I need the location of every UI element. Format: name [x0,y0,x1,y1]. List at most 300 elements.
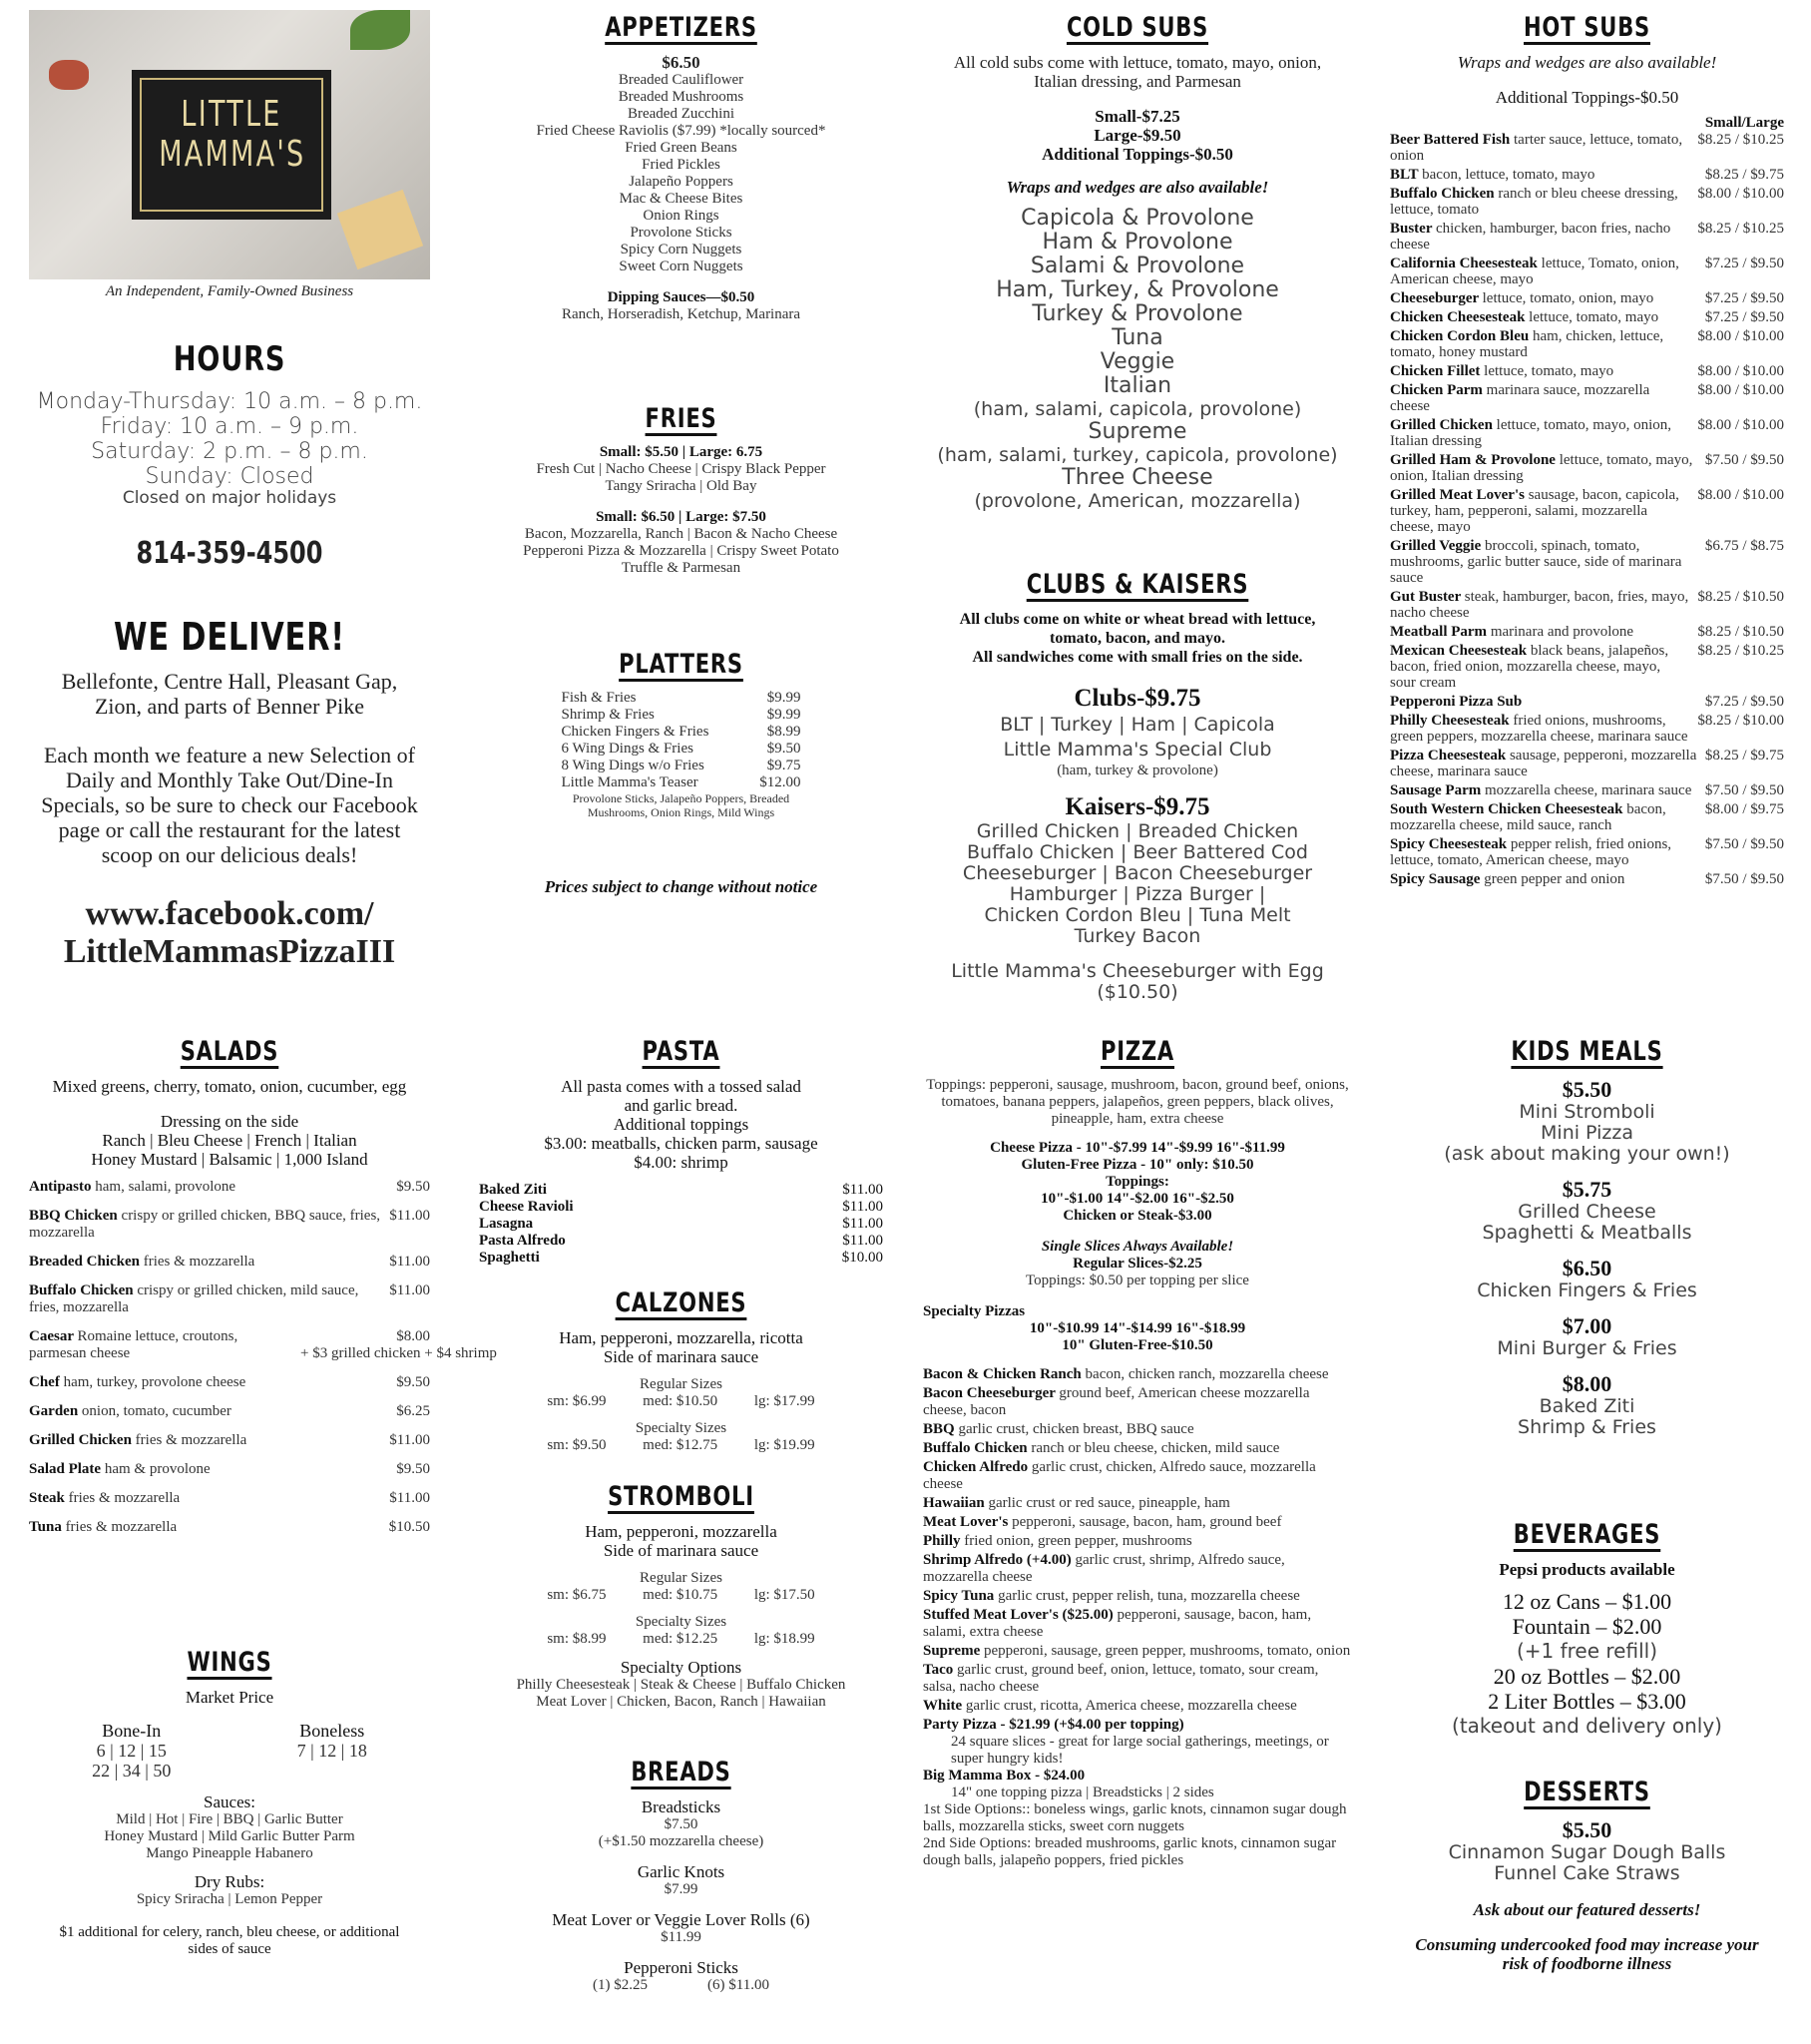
salad-desc: fries & mozzarella [135,1432,247,1448]
pasta-name: Lasagna [479,1216,534,1232]
salad-item [29,1179,430,1196]
boneless-counts: 7 | 12 | 18 [296,1741,367,1761]
hot-sub-price: $8.00 / $10.00 [1697,328,1784,344]
salad-desc: fries & mozzarella [143,1254,255,1270]
salad-item [29,1519,430,1536]
stromboli-desc-2: Side of marinara sauce [603,1541,759,1560]
specialty-pizza-item [923,1698,1352,1715]
pizza-name: Chicken Alfredo [923,1459,1032,1475]
appetizers-title: APPETIZERS [605,12,757,43]
pasta-name: Pasta Alfredo [479,1233,566,1249]
salad-item [29,1254,430,1271]
pasta-intro-2: and garlic bread. [624,1096,738,1115]
dipping-sauces-title: Dipping Sauces—$0.50 [607,289,755,305]
hot-sub-text [1390,452,1697,484]
kaiser-item: Buffalo Chicken | Beer Battered Cod [967,841,1308,863]
hot-sub-item [1390,452,1784,484]
special-club-desc: (ham, turkey & provolone) [1057,763,1218,778]
breadsticks-price: $7.50 [664,1816,698,1832]
specialty-pizzas-title: Specialty Pizzas [923,1303,1026,1319]
kids-meal-item: (ask about making your own!) [1444,1143,1730,1165]
clubs-items: BLT | Turkey | Ham | Capicola [1000,714,1275,736]
hot-subs-toppings: Additional Toppings-$0.50 [1495,88,1679,107]
pasta-price: $10.00 [841,1250,883,1266]
hot-sub-desc: ranch or bleu cheese dressing, lettuce, tomato [1390,186,1678,218]
salad-text [29,1432,381,1449]
appetizers-price: $6.50 [662,53,700,72]
kids-meal-group [1390,1077,1784,1165]
specialty-pizza-item [923,1533,1352,1550]
hot-sub-desc: tarter sauce, lettuce, tomato, onion [1390,132,1683,164]
hot-sub-price: $8.25 / $9.75 [1704,167,1784,183]
specialty-pizza-item [923,1514,1352,1531]
salad-text [29,1208,381,1242]
salad-name: Tuna [29,1519,66,1535]
wings-title: WINGS [187,1647,272,1678]
sauces-1: Mild | Hot | Fire | BBQ | Garlic Butter [116,1811,343,1827]
salad-extra: + $3 grilled chicken + $4 shrimp [300,1345,497,1361]
pasta-intro-1: All pasta comes with a tossed salad [561,1077,801,1096]
salad-price-block [388,1461,430,1478]
desserts-title: DESSERTS [1524,1777,1650,1807]
hot-sub-text [1390,186,1689,218]
specialty-pizza-item [923,1643,1352,1660]
specialty-pizzas-prices: 10"-$10.99 14"-$14.99 16"-$18.99 [1029,1320,1246,1336]
wings-section [29,1647,430,1958]
facebook-link-line2[interactable]: LittleMammasPizzaIII [63,933,396,970]
hot-sub-desc: marinara and provolone [1490,624,1634,640]
pasta-intro-4: $3.00: meatballs, chicken parm, sausage [544,1134,818,1153]
platter-row [562,758,801,774]
hot-sub-name: Chicken Cheesesteak [1390,309,1530,325]
logo-photo [29,10,430,279]
platter-price: $12.00 [759,774,801,790]
special-club: Little Mamma's Special Club [1003,739,1272,761]
salad-price: $10.50 [388,1519,430,1535]
platter-name: Fish & Fries [561,690,637,706]
fries-price-2: Small: $6.50 | Large: $7.50 [596,509,766,525]
hot-sub-price: $8.25 / $10.50 [1697,589,1784,605]
hours-line: Monday-Thursday: 10 a.m. – 8 p.m. [36,389,423,414]
kids-meals-title: KIDS MEALS [1511,1036,1663,1067]
party-pizza: Party Pizza - $21.99 (+$4.00 per topping) [923,1717,1184,1733]
appetizer-item: Fried Green Beans [625,140,737,156]
specialty-options-title: Specialty Options [620,1658,742,1677]
calzones-regular-prices [479,1393,883,1410]
kids-meal-group [1390,1256,1784,1301]
hot-sub-desc: pepper relish, fried onions, lettuce, tomato, American cheese, mayo [1390,836,1672,868]
fries-price-1: Small: $5.50 | Large: 6.75 [599,444,763,460]
hot-sub-name: Grilled Ham & Provolone [1390,452,1560,468]
cold-sub-item: (ham, salami, capicola, provolone) [973,398,1302,420]
hot-sub-price: $6.75 / $8.75 [1704,538,1784,554]
calzone-reg-sm: sm: $6.99 [547,1393,607,1409]
garlic-knots: Garlic Knots [637,1862,725,1881]
hot-sub-text [1390,167,1697,183]
beverage-refill: (+1 free refill) [1516,1639,1658,1663]
salad-price-block [388,1403,430,1420]
stromboli-spec-lg: lg: $18.99 [753,1631,815,1647]
appetizer-item: Jalapeño Poppers [629,174,733,190]
hot-sub-text [1390,643,1689,691]
salad-name: Salad Plate [29,1461,105,1477]
hot-sub-desc: lettuce, tomato, mayo, onion, Italian dressing [1390,417,1672,449]
pizza-desc: garlic crust, ground beef, onion, lettuce, tomato, sour cream, salsa, nacho cheese [923,1662,1319,1695]
boneless-label: Boneless [299,1721,365,1741]
party-pizza-desc: 24 square slices - great for large social gatherings, meetings, or super hungry kids! [951,1734,1329,1767]
salad-desc: ham, salami, provolone [95,1179,236,1195]
kaiser-item: Turkey Bacon [1074,925,1201,947]
breads-section [479,1757,883,1994]
breadsticks-extra: (+$1.50 mozzarella cheese) [598,1833,764,1849]
kids-meals-section [1390,1036,1784,1450]
pizza-section [923,1036,1352,1869]
hot-sub-name: Mexican Cheesesteak [1390,643,1531,659]
hot-sub-desc: lettuce, tomato, mayo [1484,363,1614,379]
cold-subs-title: COLD SUBS [1066,12,1209,43]
kids-meal-item: Grilled Cheese [1518,1201,1656,1223]
salad-desc: fries & mozzarella [68,1490,181,1506]
salad-name: Breaded Chicken [29,1254,144,1270]
hot-sub-item [1390,782,1784,798]
salad-price-block [381,1208,430,1225]
fries-list-2c: Truffle & Parmesan [621,560,741,576]
single-slices: Single Slices Always Available! [1041,1239,1234,1255]
hot-sub-item [1390,589,1784,621]
salad-name: Grilled Chicken [29,1432,136,1448]
pizza-name: Spicy Tuna [923,1588,999,1604]
salad-price-block [388,1179,430,1196]
kids-meal-item: Spaghetti & Meatballs [1482,1222,1692,1244]
salad-desc: crispy or grilled chicken, BBQ sauce, fries, mozzarella [29,1208,381,1241]
stromboli-section [479,1481,883,1711]
calzones-specialty-label: Specialty Sizes [635,1420,727,1436]
hot-sub-desc: lettuce, tomato, mayo [1529,309,1659,325]
beverage-note: (takeout and delivery only) [1452,1714,1722,1738]
pizza-desc: garlic crust, pepper relish, tuna, mozzarella cheese [998,1588,1300,1604]
pizza-name: White [923,1698,966,1714]
hot-sub-price: $7.25 / $9.50 [1704,694,1784,710]
platter-row [562,774,801,791]
pizza-desc: fried onion, green pepper, mushrooms [964,1533,1192,1549]
hot-sub-price: $8.00 / $10.00 [1697,487,1784,503]
foodborne-warning: Consuming undercooked food may increase your risk of foodborne illness [1415,1935,1759,1973]
hot-subs-sizes: Small/Large [1704,115,1784,131]
dessert-item-2: Funnel Cake Straws [1494,1862,1680,1884]
hot-sub-item [1390,256,1784,287]
hot-sub-text [1390,363,1689,379]
platter-row [562,724,801,741]
specialty-pizza-item [923,1421,1352,1438]
platters-list [562,690,801,791]
regular-slices: Regular Slices-$2.25 [1073,1256,1202,1272]
hot-sub-desc: bacon, lettuce, tomato, mayo [1422,167,1595,183]
kids-meal-item: Baked Ziti [1539,1395,1635,1417]
pepsi-note: Pepsi products available [1499,1560,1675,1579]
pepperoni-sticks-price-1: (1) $2.25 [593,1977,649,1993]
beverage-bottles: 20 oz Bottles – $2.00 [1493,1664,1681,1689]
salad-price: $11.00 [389,1254,430,1270]
hot-sub-name: Gut Buster [1390,589,1465,605]
beverage-fountain: Fountain – $2.00 [1512,1614,1662,1639]
salad-item [29,1374,430,1391]
facebook-link[interactable] [29,895,430,971]
hot-sub-text [1390,221,1689,253]
hours-title: HOURS [173,339,286,379]
hot-sub-price: $7.25 / $9.50 [1704,256,1784,271]
hot-sub-price: $8.25 / $9.75 [1704,748,1784,764]
hot-sub-item [1390,748,1784,779]
kids-meal-price: $7.00 [1562,1313,1612,1338]
cold-subs-large: Large-$9.50 [1094,126,1181,145]
hot-sub-price: $8.25 / $10.00 [1697,713,1784,729]
salad-item [29,1282,430,1316]
cold-sub-item: Italian [1103,373,1172,398]
hot-subs-title: HOT SUBS [1524,12,1650,43]
salad-text [29,1403,388,1420]
hot-sub-text [1390,309,1697,325]
salads-title: SALADS [180,1036,279,1067]
slice-toppings: Toppings: $0.50 per topping per slice [1026,1273,1249,1288]
kaiser-item: Hamburger | Pizza Burger | [1009,883,1266,905]
hot-sub-price: $7.50 / $9.50 [1704,782,1784,798]
hot-sub-name: Sausage Parm [1390,782,1485,798]
hot-subs-wraps: Wraps and wedges are also available! [1457,53,1717,72]
stromboli-regular-prices [479,1587,883,1604]
salad-name: BBQ Chicken [29,1208,122,1224]
hot-sub-name: Pizza Cheesesteak [1390,748,1510,764]
salad-price: $11.00 [389,1282,430,1298]
calzone-reg-lg: lg: $17.99 [753,1393,815,1409]
salad-price-block [388,1374,430,1391]
cold-sub-item: Turkey & Provolone [1032,301,1243,326]
salad-item [29,1432,430,1449]
hot-subs-section [1390,12,1784,890]
hot-sub-item [1390,801,1784,833]
cold-subs-wraps: Wraps and wedges are also available! [1006,178,1269,197]
hot-sub-text [1390,382,1689,414]
hot-sub-text [1390,836,1697,868]
specialty-pizza-item [923,1459,1352,1493]
hot-sub-item [1390,643,1784,691]
salad-item [29,1208,430,1242]
pizza-desc: ranch or bleu cheese, chicken, mild sauce [1031,1440,1280,1456]
platter-price: $9.50 [766,741,801,757]
hot-sub-text [1390,782,1697,798]
specialty-pizza-item [923,1552,1352,1586]
pizza-name: BBQ [923,1421,959,1437]
cold-sub-item: Tuna [1112,325,1163,350]
clubs-title: CLUBS & KAISERS [1026,569,1249,600]
fries-title: FRIES [645,403,717,434]
pizza-name: Bacon & Chicken Ranch [923,1366,1086,1382]
hours-line: Saturday: 2 p.m. – 8 p.m. [91,439,368,464]
hot-sub-text [1390,801,1697,833]
hot-sub-text [1390,290,1697,306]
hot-sub-text [1390,694,1697,710]
kaiser-item: Chicken Cordon Bleu | Tuna Melt [984,904,1291,926]
logo [132,70,331,220]
logo-text-1: LITTLE [181,94,282,135]
platter-name: 8 Wing Dings w/o Fries [561,758,704,773]
appetizers-list [479,72,883,275]
salad-text [29,1254,381,1271]
hot-sub-price: $8.25 / $10.50 [1697,624,1784,640]
cold-sub-item: Ham & Provolone [1042,230,1233,255]
platters-title: PLATTERS [619,649,743,680]
hot-sub-name: Cheeseburger [1390,290,1483,306]
wings-boneless [297,1721,367,1781]
hot-sub-name: Philly Cheesesteak [1390,713,1514,729]
hot-sub-desc: mozzarella cheese, marinara sauce [1485,782,1692,798]
stromboli-title: STROMBOLI [608,1481,754,1512]
hot-subs-list [1390,132,1784,887]
salad-price-block [381,1254,430,1271]
appetizer-item: Breaded Mushrooms [618,89,744,105]
hot-sub-item [1390,694,1784,710]
pizza-name: Supreme [923,1643,984,1659]
kaisers-price: Kaisers-$9.75 [1065,793,1210,820]
hot-sub-item [1390,624,1784,640]
salad-price: $9.50 [396,1179,430,1195]
hot-sub-text [1390,589,1689,621]
cold-sub-item: Capicola & Provolone [1021,206,1254,231]
hot-sub-text [1390,871,1697,887]
hot-sub-name: Meatball Parm [1390,624,1491,640]
platter-row [562,741,801,758]
appetizer-item: Spicy Corn Nuggets [620,242,742,257]
hot-sub-item [1390,487,1784,535]
hot-sub-name: Grilled Meat Lover's [1390,487,1529,503]
hot-sub-price: $7.50 / $9.50 [1704,836,1784,852]
teaser-desc: Provolone Sticks, Jalapeño Poppers, Breaded Mushrooms, Onion Rings, Mild Wings [572,791,790,819]
stromboli-spec-md: med: $12.25 [643,1631,718,1647]
cold-sub-item: Supreme [1088,419,1187,444]
kids-meal-price: $8.00 [1562,1371,1612,1396]
hot-sub-price: $8.00 / $10.00 [1697,417,1784,433]
featured-desserts: Ask about our featured desserts! [1473,1900,1701,1919]
cold-subs-section [923,12,1352,512]
pizza-name: Buffalo Chicken [923,1440,1032,1456]
hot-sub-price: $7.25 / $9.50 [1704,290,1784,306]
pizza-desc: garlic crust, chicken, Alfredo sauce, mozzarella cheese [923,1459,1316,1492]
kids-meal-item: Shrimp & Fries [1518,1416,1656,1438]
hours-line: Friday: 10 a.m. – 9 p.m. [100,414,359,439]
pasta-row [479,1233,883,1250]
pepperoni-sticks: Pepperoni Sticks [624,1958,738,1977]
hot-sub-text [1390,487,1689,535]
pasta-intro-5: $4.00: shrimp [634,1153,728,1172]
facebook-link-line1[interactable]: www.facebook.com/ [85,895,374,932]
hot-sub-text [1390,132,1689,164]
calzones-section [479,1287,883,1454]
calzone-reg-md: med: $10.50 [643,1393,718,1409]
kaiser-item: Grilled Chicken | Breaded Chicken [976,820,1299,842]
gluten-free-pizza: Gluten-Free Pizza - 10" only: $10.50 [1021,1157,1254,1173]
salad-item [29,1403,430,1420]
platter-price: $9.99 [766,707,801,723]
sauces-2: Honey Mustard | Mild Garlic Butter Parm [104,1828,355,1844]
fries-list-1b: Tangy Sriracha | Old Bay [605,478,757,494]
hot-sub-price: $8.00 / $10.00 [1697,186,1784,202]
clubs-intro-2: All sandwiches come with small fries on the side. [972,649,1303,666]
stromboli-reg-md: med: $10.75 [643,1587,718,1603]
pepperoni-sticks-price-6: (6) $11.00 [707,1977,769,1993]
stromboli-spec-sm: sm: $8.99 [547,1631,607,1647]
hot-sub-item [1390,221,1784,253]
pizza-desc: pepperoni, sausage, bacon, ham, ground beef [1012,1514,1282,1530]
calzones-desc-2: Side of marinara sauce [603,1347,759,1366]
specialty-pizza-item [923,1495,1352,1512]
tagline: An Independent, Family-Owned Business [105,283,354,299]
desserts-section [1390,1777,1784,1973]
pizza-name: Philly [923,1533,965,1549]
kids-meal-item: Mini Stromboli [1519,1101,1655,1123]
platters-section [479,649,883,896]
logo-text-2: MAMMA'S [159,134,306,175]
cold-sub-item: Ham, Turkey, & Provolone [996,277,1279,302]
pizza-desc: bacon, chicken ranch, mozzarella cheese [1085,1366,1329,1382]
salads-section [29,1036,497,1548]
hot-sub-item [1390,309,1784,325]
appetizer-item: Breaded Cauliflower [618,72,744,88]
platter-price: $9.75 [766,758,801,773]
salad-name: Chef [29,1374,64,1390]
hours-note: Closed on major holidays [122,488,337,508]
hot-sub-text [1390,538,1697,586]
hot-sub-price: $8.00 / $9.75 [1704,801,1784,817]
hot-sub-text [1390,748,1697,779]
pizza-toppings-title: Toppings: [1106,1174,1169,1190]
beverages-section [1390,1519,1784,1739]
salad-desc: fries & mozzarella [65,1519,178,1535]
dressing-list-1: Ranch | Bleu Cheese | French | Italian [102,1131,357,1150]
appetizer-item: Fried Pickles [642,157,720,173]
big-mamma-box: Big Mamma Box - $24.00 [923,1768,1086,1784]
bone-in-counts-2: 22 | 34 | 50 [92,1761,172,1781]
dipping-sauces-list: Ranch, Horseradish, Ketchup, Marinara [561,306,801,322]
clubs-intro-1: All clubs come on white or wheat bread with lettuce, tomato, bacon, and mayo. [959,611,1316,647]
dessert-item-1: Cinnamon Sugar Dough Balls [1448,1841,1726,1863]
big-mamma-box-2: 1st Side Options:: boneless wings, garlic knots, cinnamon sugar dough balls, mozzarella sticks, sweet corn nuggets [923,1801,1347,1834]
hot-sub-item [1390,290,1784,306]
hot-sub-name: California Cheesesteak [1390,256,1542,271]
salad-desc: crispy or grilled chicken, mild sauce, fries, mozzarella [29,1282,359,1315]
wings-extra: $1 additional for celery, ranch, bleu cheese, or additional sides of sauce [59,1924,400,1957]
specialty-pizza-item [923,1607,1352,1641]
bone-in-counts-1: 6 | 12 | 15 [96,1741,167,1761]
salad-text [29,1490,381,1507]
hot-sub-item [1390,836,1784,868]
pizza-title: PIZZA [1100,1036,1175,1067]
phone-number[interactable]: 814-359-4500 [136,536,323,571]
pizza-toppings-prices: 10"-$1.00 14"-$2.00 16"-$2.50 [1041,1191,1234,1207]
lover-rolls: Meat Lover or Veggie Lover Rolls (6) [552,1910,810,1929]
calzones-desc-1: Ham, pepperoni, mozzarella, ricotta [559,1328,803,1347]
hot-sub-desc: marinara sauce, mozzarella cheese [1390,382,1650,414]
cold-sub-item: Veggie [1100,349,1175,374]
salad-price: $9.50 [396,1374,430,1390]
hot-sub-desc: sausage, pepperoni, mozzarella cheese, marinara sauce [1390,748,1697,779]
kaiser-item: Cheeseburger | Bacon Cheeseburger [962,862,1313,884]
pasta-row [479,1182,883,1199]
platter-row [562,690,801,707]
pasta-price: $11.00 [842,1233,883,1249]
salad-desc: onion, tomato, cucumber [81,1403,231,1419]
specialty-gluten-free: 10" Gluten-Free-$10.50 [1062,1337,1213,1353]
hot-sub-desc: green pepper and onion [1484,871,1625,887]
salad-price: $11.00 [389,1432,430,1448]
